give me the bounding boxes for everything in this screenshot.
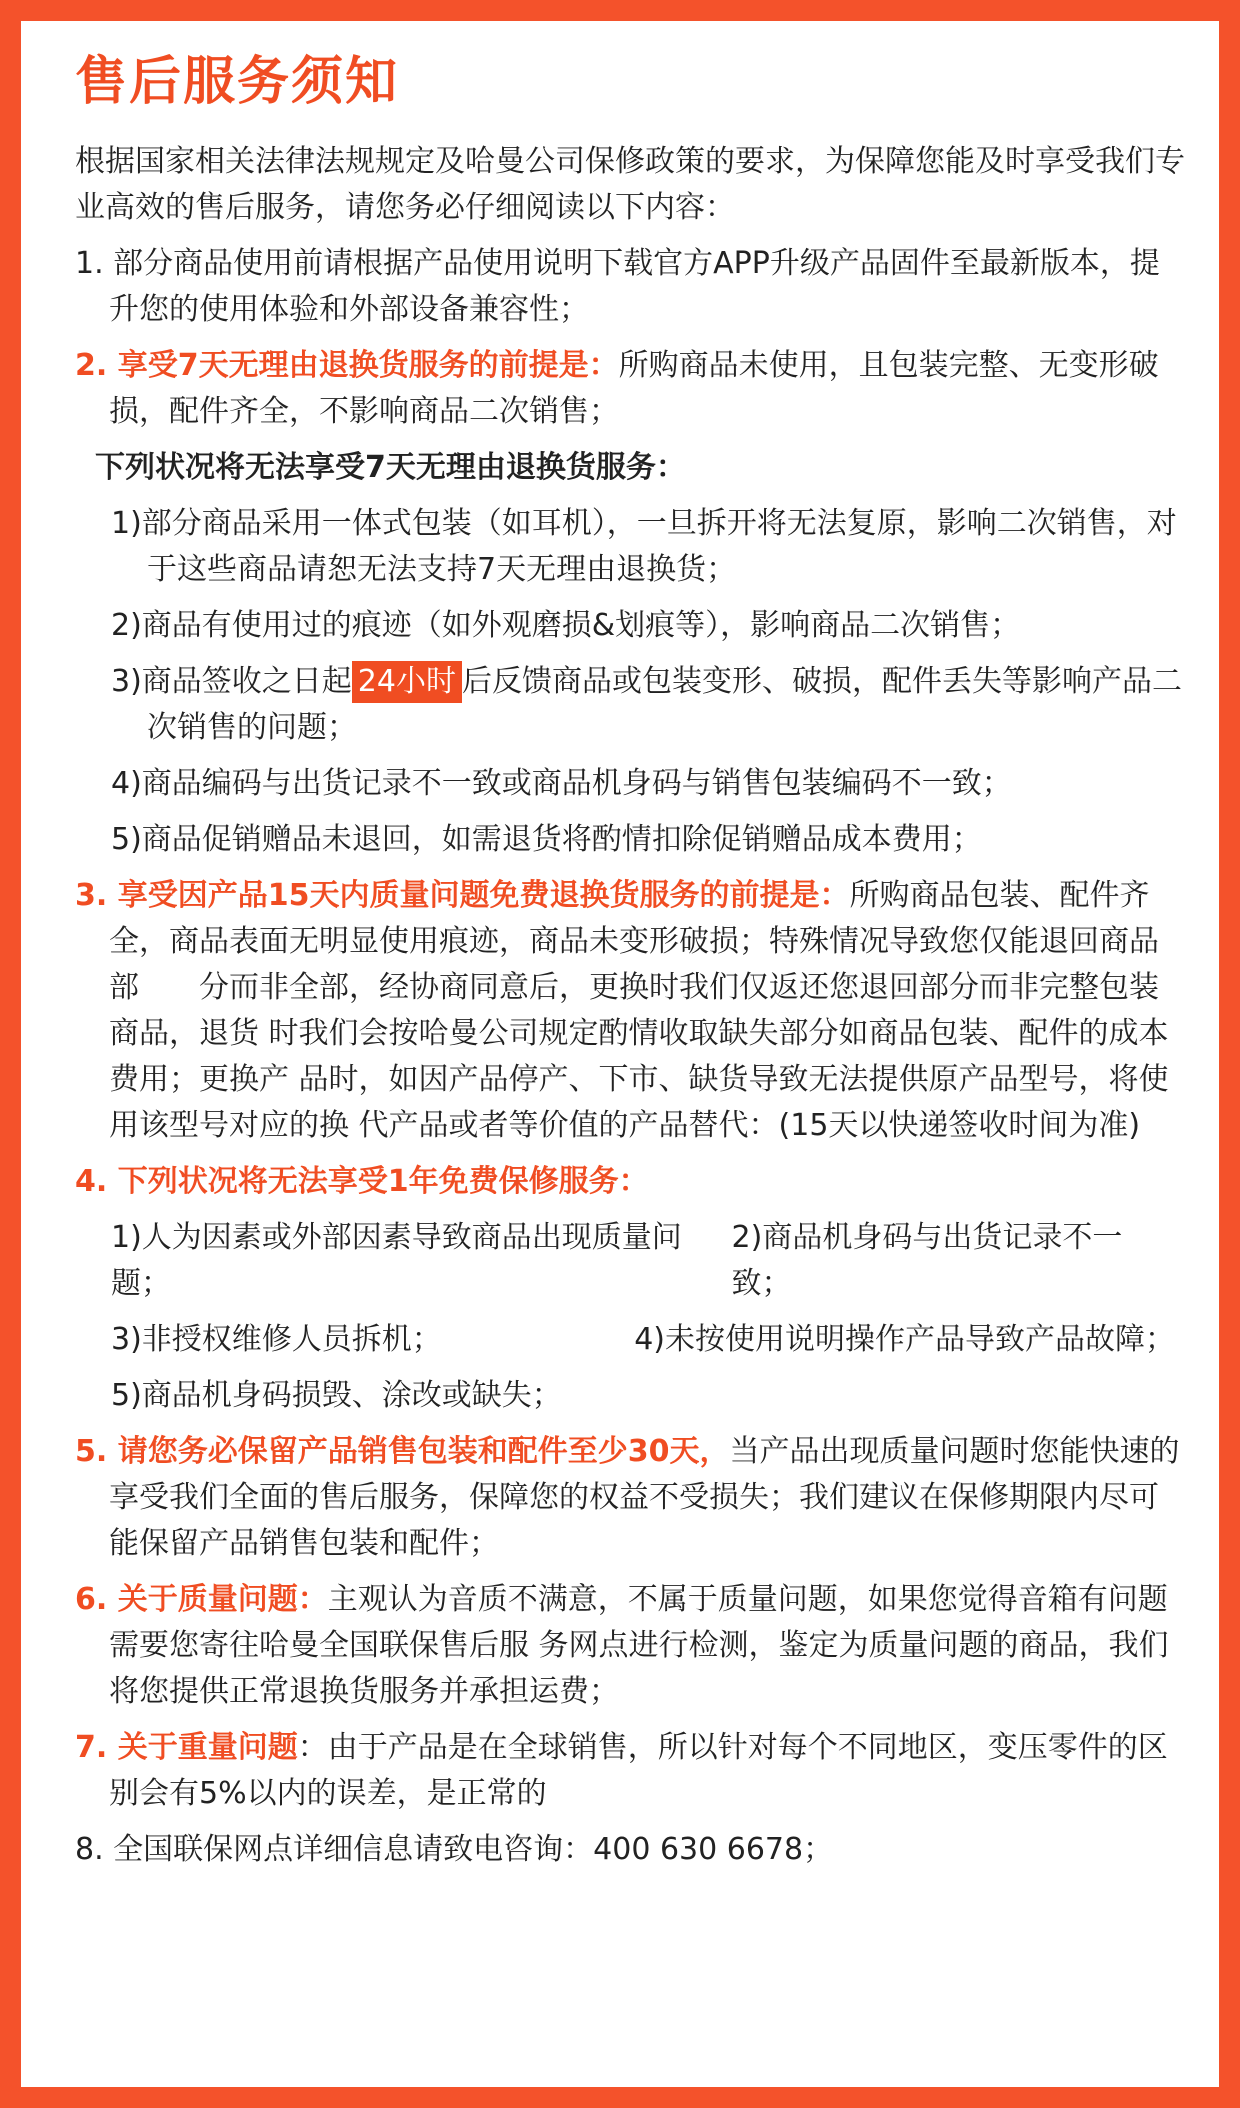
item-6-lead: 6. 关于质量问题：	[75, 1582, 328, 1617]
item-3-text: 所购商品包装、配件齐全，商品表面无明显使用痕迹，商品未变形破损；特殊情况导致您仅能退回商品部 分而非全部，经协商同意后，更换时我们仅返还您退回部分而非完整包装商品，退货 时我们会按哈曼公司规定酌情收取缺失部分如商品包装、配件的成本费用；更换产 品时，如因产品停产、下市、缺货导致无法提供原产品型号，将使用该型号对应的换 代产品或者等价值的产品替代：(15天以快递签收时间为准)	[109, 878, 1169, 1143]
item-4-sub-2: 2)商品机身码与出货记录不一致；	[731, 1220, 1123, 1301]
item-4-sub-4: 4)未按使用说明操作产品导致产品故障；	[634, 1322, 1175, 1357]
item-6	[75, 1577, 1185, 1715]
item-2-text: 所购商品未使用，且包装完整、无变形破损，配件齐全，不影响商品二次销售；	[109, 348, 1159, 429]
item-2-sub-3-post: 后反馈商品或包装变形、破损，配件丢失等影响产品二次销售的问题；	[147, 664, 1182, 745]
item-4-sub-1: 1)人为因素或外部因素导致商品出现质量问题；	[111, 1220, 682, 1301]
page-title: 售后服务须知	[75, 52, 400, 112]
item-5-text: 当产品出现质量问题时您能快速的享受我们全面的售后服务，保障您的权益不受损失；我们建议在保修期限内尽可能保留产品销售包装和配件；	[109, 1434, 1180, 1561]
item-8: 8. 全国联保网点详细信息请致电咨询：400 630 6678；	[75, 1832, 834, 1867]
item-7	[75, 1725, 1185, 1817]
item-4-sub-5: 5)商品机身码损毁、涂改或缺失；	[111, 1378, 562, 1413]
item-4-lead: 4. 下列状况将无法享受1年免费保修服务：	[75, 1164, 649, 1199]
item-2-sub-1: 1)部分商品采用一体式包装（如耳机），一旦拆开将无法复原，影响二次销售，对于这些商品请恕无法支持7天无理由退换货；	[111, 506, 1177, 587]
item-2-sub-2: 2)商品有使用过的痕迹（如外观磨损&划痕等），影响商品二次销售；	[111, 608, 1021, 643]
item-3	[75, 873, 1185, 1149]
notice-card	[21, 21, 1219, 2087]
item-2-subhead: 下列状况将无法享受7天无理由退换货服务：	[95, 450, 686, 485]
item-1: 1. 部分商品使用前请根据产品使用说明下载官方APP升级产品固件至最新版本，提升您的使用体验和外部设备兼容性；	[75, 246, 1160, 327]
item-7-text: ：由于产品是在全球销售，所以针对每个不同地区，变压零件的区别会有5%以内的误差，是正常的	[109, 1730, 1168, 1811]
item-7-lead: 7. 关于重量问题	[75, 1730, 298, 1765]
item-6-text: 主观认为音质不满意，不属于质量问题，如果您觉得音箱有问题需要您寄往哈曼全国联保售后服 务网点进行检测，鉴定为质量问题的商品，我们将您提供正常退换货服务并承担运费；	[109, 1582, 1169, 1709]
item-3-lead: 3. 享受因产品15天内质量问题免费退换货服务的前提是：	[75, 878, 850, 913]
item-2	[75, 343, 1185, 435]
intro-text: 根据国家相关法律法规规定及哈曼公司保修政策的要求，为保障您能及时享受我们专业高效的售后服务，请您务必仔细阅读以下内容：	[75, 144, 1185, 225]
item-4-row-2	[75, 1317, 1185, 1363]
item-4-sub-3: 3)非授权维修人员拆机；	[111, 1322, 442, 1357]
item-5-lead: 5. 请您务必保留产品销售包装和配件至少30天，	[75, 1434, 730, 1469]
time-badge: 24小时	[352, 661, 462, 703]
item-5	[75, 1429, 1185, 1567]
item-2-lead: 2. 享受7天无理由退换货服务的前提是：	[75, 348, 619, 383]
item-2-sub-5: 5)商品促销赠品未退回，如需退货将酌情扣除促销赠品成本费用；	[111, 822, 982, 857]
item-2-sub-4: 4)商品编码与出货记录不一致或商品机身码与销售包装编码不一致；	[111, 766, 1012, 801]
item-2-sub-3-pre: 3)商品签收之日起	[111, 664, 352, 699]
item-4-row-1	[75, 1215, 1185, 1307]
item-2-sub-3	[75, 659, 1185, 751]
